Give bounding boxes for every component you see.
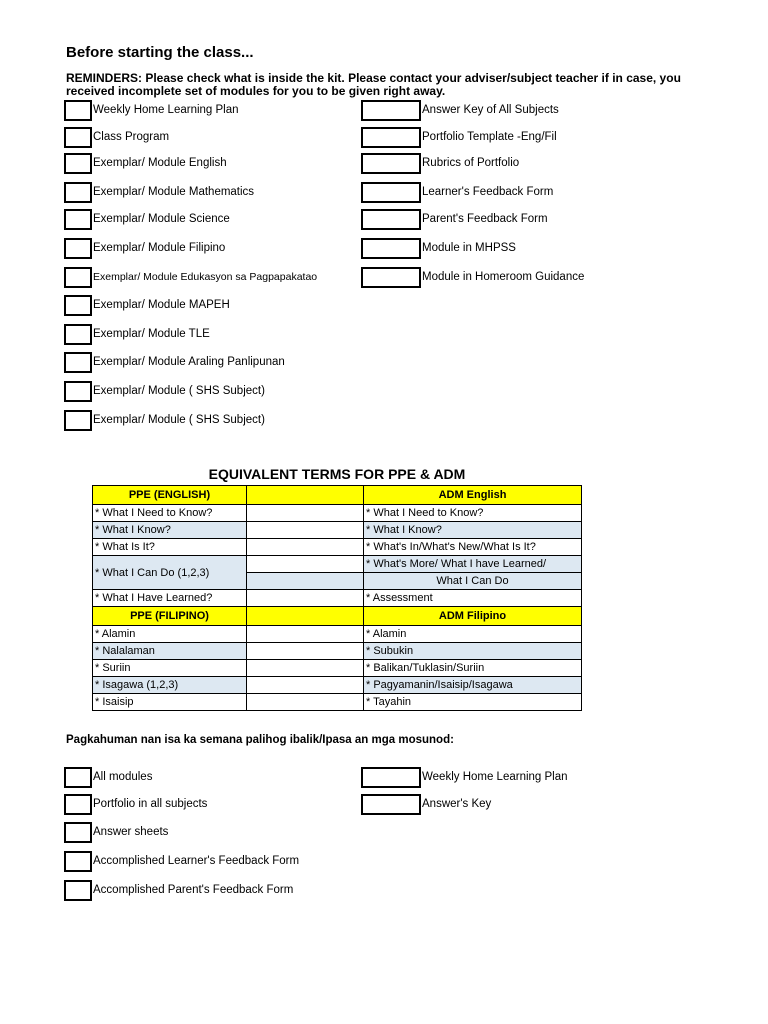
kit-item-label: Exemplar/ Module ( SHS Subject)	[93, 385, 265, 397]
checkbox[interactable]	[361, 209, 421, 230]
ppe-cell: * What I Can Do (1,2,3)	[93, 556, 247, 590]
adm-cell: * What's In/What's New/What Is It?	[364, 539, 582, 556]
blank-cell	[247, 505, 364, 522]
checkbox[interactable]	[64, 209, 92, 230]
return-item	[64, 794, 207, 814]
table-header-row	[93, 486, 582, 505]
kit-item-label: Exemplar/ Module Science	[93, 213, 230, 225]
table-row	[93, 505, 582, 522]
return-item-label: All modules	[93, 771, 153, 783]
checkbox[interactable]	[64, 100, 92, 121]
kit-item	[64, 153, 227, 173]
checkbox[interactable]	[64, 851, 92, 872]
header-adm-filipino: ADM Filipino	[364, 607, 582, 626]
return-item	[64, 822, 168, 842]
checkbox[interactable]	[361, 767, 421, 788]
kit-item	[64, 209, 230, 229]
adm-cell: * What I Need to Know?	[364, 505, 582, 522]
kit-item	[361, 267, 584, 287]
return-item-label: Answer sheets	[93, 826, 169, 838]
kit-item-label: Module in MHPSS	[422, 242, 516, 254]
checkbox[interactable]	[64, 153, 92, 174]
kit-item-label: Learner's Feedback Form	[422, 186, 554, 198]
kit-item	[64, 127, 169, 147]
kit-item-label: Weekly Home Learning Plan	[93, 104, 239, 116]
return-item-label: Portfolio in all subjects	[93, 798, 208, 810]
adm-cell: * Pagyamanin/Isaisip/Isagawa	[364, 677, 582, 694]
checkbox[interactable]	[361, 267, 421, 288]
blank-cell	[247, 539, 364, 556]
blank-cell	[247, 590, 364, 607]
header-spacer	[247, 607, 364, 626]
kit-item-label: Exemplar/ Module TLE	[93, 328, 210, 340]
blank-cell	[247, 522, 364, 539]
checkbox[interactable]	[64, 127, 92, 148]
kit-item	[361, 238, 516, 258]
ppe-cell: * Nalalaman	[93, 643, 247, 660]
return-item-label: Accomplished Learner's Feedback Form	[93, 855, 300, 867]
kit-item	[64, 100, 239, 120]
checkbox[interactable]	[64, 381, 92, 402]
blank-cell	[247, 626, 364, 643]
kit-item	[361, 209, 548, 229]
ppe-cell: * Alamin	[93, 626, 247, 643]
return-item-label: Answer's Key	[422, 798, 492, 810]
checkbox[interactable]	[64, 182, 92, 203]
kit-item	[64, 410, 265, 430]
kit-item	[64, 352, 285, 372]
kit-item	[64, 295, 230, 315]
kit-item	[64, 324, 210, 344]
ppe-cell: * What Is It?	[93, 539, 247, 556]
blank-cell	[247, 677, 364, 694]
table-header-row	[93, 607, 582, 626]
table-row	[93, 539, 582, 556]
checkbox[interactable]	[64, 238, 92, 259]
table-row	[93, 626, 582, 643]
reminder-text: REMINDERS: Please check what is inside the kit. Please contact your adviser/subject teacher if in case, you received incomplete set of modules for you to be given right away.	[66, 71, 681, 98]
return-item	[361, 767, 568, 787]
blank-cell	[247, 694, 364, 711]
adm-cell: * What's More/ What I have Learned/	[364, 556, 582, 573]
checkbox[interactable]	[361, 100, 421, 121]
header-ppe-filipino: PPE (FILIPINO)	[93, 607, 247, 626]
checkbox[interactable]	[361, 127, 421, 148]
table-title: EQUIVALENT TERMS FOR PPE & ADM	[208, 466, 466, 482]
ppe-cell: * What I Know?	[93, 522, 247, 539]
checkbox[interactable]	[361, 182, 421, 203]
kit-item-label: Exemplar/ Module Filipino	[93, 242, 226, 254]
blank-cell	[247, 556, 364, 573]
kit-item-label: Exemplar/ Module English	[93, 157, 227, 169]
return-item	[64, 767, 152, 787]
kit-item-label: Exemplar/ Module MAPEH	[93, 299, 230, 311]
return-item	[361, 794, 491, 814]
kit-item	[64, 267, 317, 287]
kit-item-label: Module in Homeroom Guidance	[422, 271, 585, 283]
kit-item-label: Class Program	[93, 131, 170, 143]
adm-cell: * What I Know?	[364, 522, 582, 539]
table-row	[93, 590, 582, 607]
checkbox[interactable]	[64, 267, 92, 288]
adm-cell: What I Can Do	[364, 573, 582, 590]
kit-item	[361, 100, 559, 120]
ppe-cell: * What I Need to Know?	[93, 505, 247, 522]
adm-cell: * Subukin	[364, 643, 582, 660]
blank-cell	[247, 643, 364, 660]
page-title: Before starting the class...	[66, 44, 254, 61]
kit-item-label: Exemplar/ Module Araling Panlipunan	[93, 356, 285, 368]
kit-item-label: Exemplar/ Module Mathematics	[93, 186, 255, 198]
kit-item	[361, 127, 557, 147]
checkbox[interactable]	[64, 822, 92, 843]
blank-cell	[247, 573, 364, 590]
checkbox[interactable]	[64, 352, 92, 373]
table-row	[93, 677, 582, 694]
checkbox[interactable]	[64, 324, 92, 345]
table-row	[93, 522, 582, 539]
table-row	[93, 660, 582, 677]
ppe-cell: * What I Have Learned?	[93, 590, 247, 607]
return-item	[64, 880, 293, 900]
ppe-cell: * Suriin	[93, 660, 247, 677]
checkbox[interactable]	[64, 794, 92, 815]
kit-item-label: Answer Key of All Subjects	[422, 104, 559, 116]
header-spacer	[247, 486, 364, 505]
kit-item-label: Exemplar/ Module ( SHS Subject)	[93, 414, 265, 426]
return-item	[64, 851, 299, 871]
return-heading: Pagkahuman nan isa ka semana palihog ibalik/Ipasa an mga mosunod:	[66, 734, 454, 746]
equivalent-terms-table	[92, 485, 582, 711]
checkbox[interactable]	[64, 880, 92, 901]
table-row	[93, 643, 582, 660]
adm-cell: * Balikan/Tuklasin/Suriin	[364, 660, 582, 677]
ppe-cell: * Isaisip	[93, 694, 247, 711]
header-adm-english: ADM English	[364, 486, 582, 505]
header-ppe-english: PPE (ENGLISH)	[93, 486, 247, 505]
checkbox[interactable]	[64, 767, 92, 788]
kit-item	[64, 238, 225, 258]
kit-item-label: Exemplar/ Module Edukasyon sa Pagpapakatao	[93, 271, 318, 283]
table-row	[93, 694, 582, 711]
kit-item-label: Parent's Feedback Form	[422, 213, 548, 225]
return-item-label: Weekly Home Learning Plan	[422, 771, 568, 783]
checkbox[interactable]	[361, 794, 421, 815]
checkbox[interactable]	[361, 238, 421, 259]
blank-cell	[247, 660, 364, 677]
table-row	[93, 556, 582, 573]
ppe-cell: * Isagawa (1,2,3)	[93, 677, 247, 694]
adm-cell: * Alamin	[364, 626, 582, 643]
return-item-label: Accomplished Parent's Feedback Form	[93, 884, 294, 896]
kit-item-label: Rubrics of Portfolio	[422, 157, 520, 169]
checkbox[interactable]	[361, 153, 421, 174]
checkbox[interactable]	[64, 295, 92, 316]
kit-item	[64, 381, 265, 401]
checkbox[interactable]	[64, 410, 92, 431]
adm-cell: * Tayahin	[364, 694, 582, 711]
kit-item-label: Portfolio Template -Eng/Fil	[422, 131, 557, 143]
adm-cell: * Assessment	[364, 590, 582, 607]
kit-item	[64, 182, 254, 202]
kit-item	[361, 182, 553, 202]
kit-item	[361, 153, 519, 173]
